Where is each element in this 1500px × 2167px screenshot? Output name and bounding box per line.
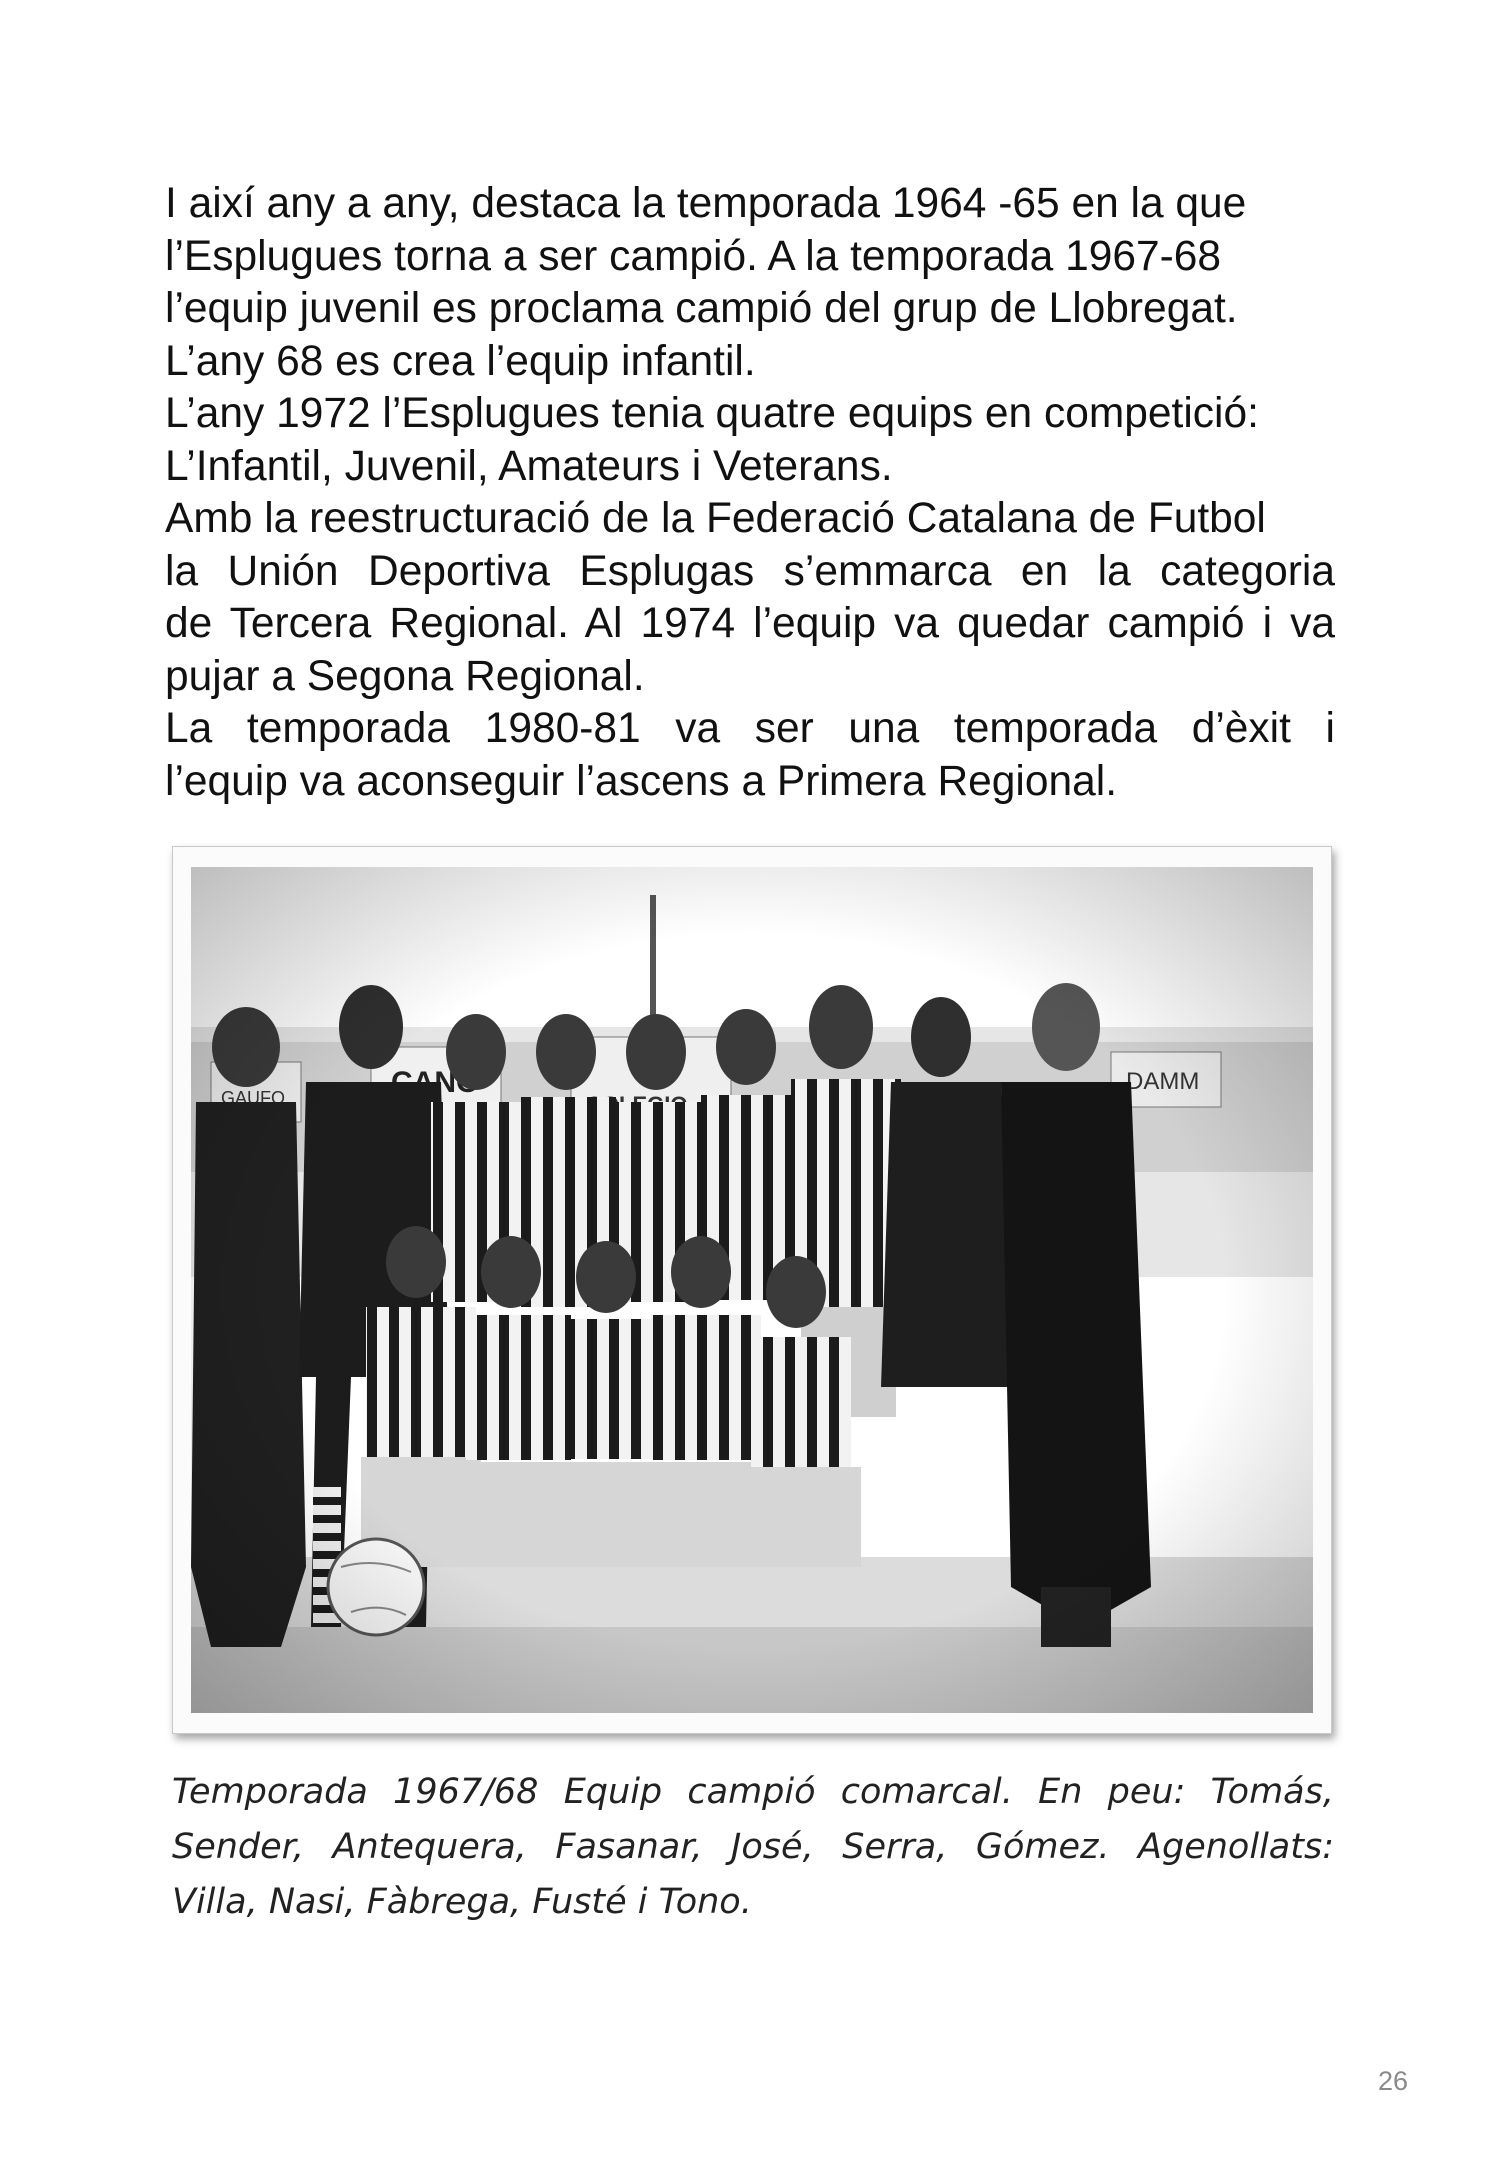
body-line: I així any a any, destaca la temporada 1964 -65 en la que <box>165 180 1247 227</box>
body-line: Amb la reestructuració de la Federació Catalana de Futbol <box>165 495 1266 542</box>
team-photo <box>191 867 1313 1713</box>
body-line: la Unión Deportiva Esplugas s’emmarca en la categoria <box>165 547 1335 595</box>
body-line: l’equip va aconseguir l’ascens a Primera Regional. <box>165 757 1118 805</box>
body-line: l’Esplugues torna a ser campió. A la temporada 1967-68 <box>165 232 1222 280</box>
caption-line: Temporada 1967/68 Equip campió comarcal. En peu: Tomás, <box>172 1772 1334 1812</box>
body-line: de Tercera Regional. Al 1974 l’equip va quedar campió i va <box>165 600 1335 647</box>
page-number: 26 <box>1378 2066 1409 2096</box>
body-line: L’any 68 es crea l’equip infantil. <box>165 337 756 385</box>
caption-line: Villa, Nasi, Fàbrega, Fusté i Tono. <box>172 1882 752 1922</box>
body-line: l’equip juvenil es proclama campió del grup de Llobregat. <box>165 285 1238 332</box>
body-text <box>165 178 1335 808</box>
body-line: L’Infantil, Juvenil, Amateurs i Veterans. <box>165 442 893 490</box>
body-line: L’any 1972 l’Esplugues tenia quatre equips en competició: <box>165 390 1259 437</box>
body-line: pujar a Segona Regional. <box>165 652 645 700</box>
team-photo-frame <box>172 846 1332 1734</box>
body-line: La temporada 1980-81 va ser una temporada d’èxit i <box>165 705 1335 752</box>
photo-caption <box>172 1765 1334 1930</box>
caption-line: Sender, Antequera, Fasanar, José, Serra, Gómez. Agenollats: <box>172 1827 1334 1867</box>
